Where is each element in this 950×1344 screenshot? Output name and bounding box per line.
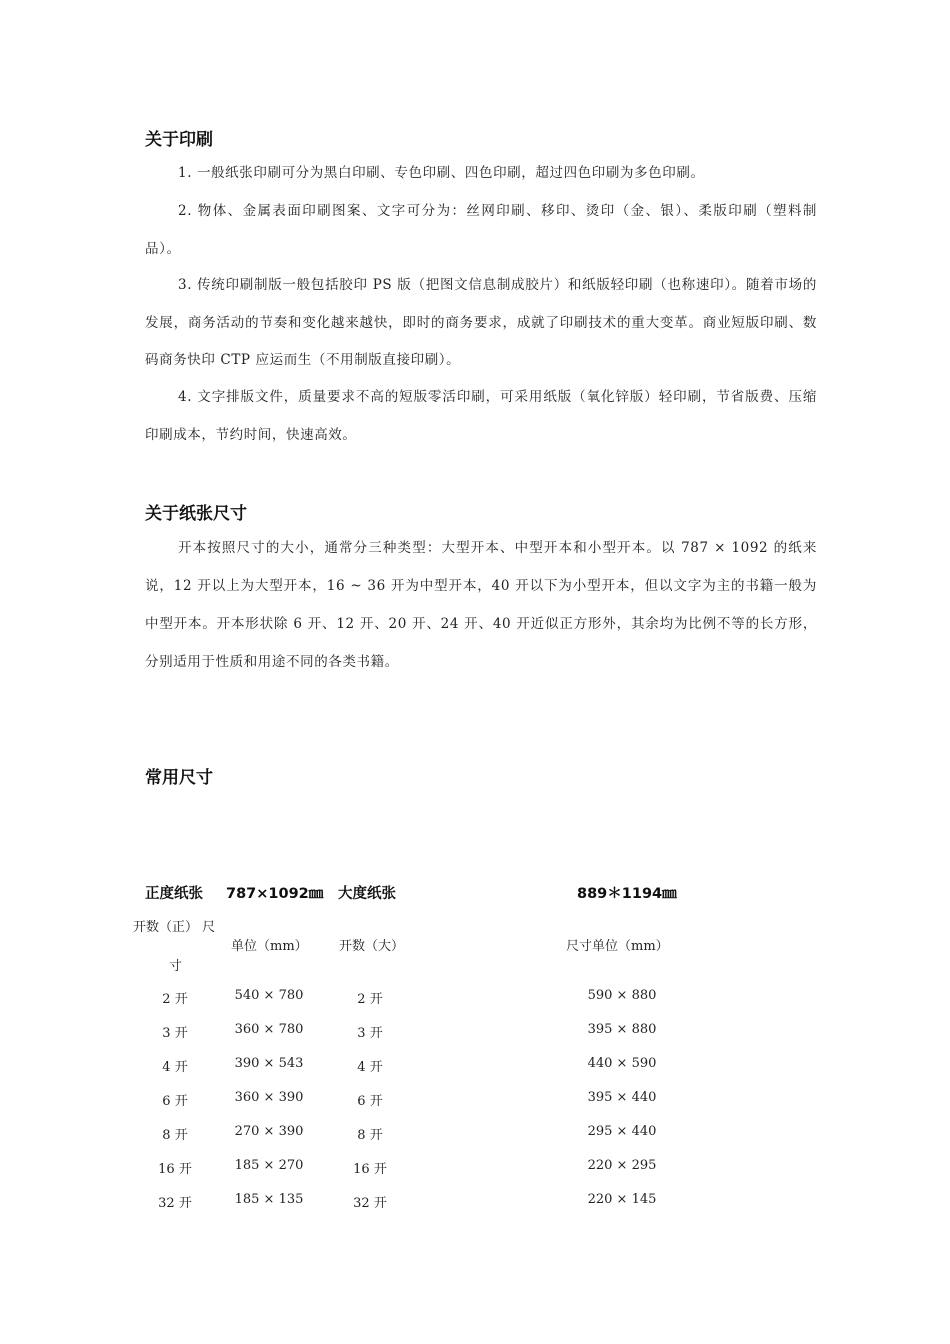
zheng-count-cell: 2 开 [162,992,188,1007]
da-size-cell: 395 × 880 [587,1022,657,1037]
section-title-printing: 关于印刷 [145,130,213,150]
printing-item-3: 3. 传统印刷制版一般包括胶印 PS 版（把图文信息制成胶片）和纸版轻印刷（也称速印）。随着市场的发展，商务活动的节奏和变化越来越快，即时的商务要求，成就了印刷技术的重大变革。商业短版印刷、数码商务快印 CTP 应运而生（不用制版直接印刷）。 [145,277,817,368]
zheng-size-cell: 270 × 390 [234,1124,304,1139]
da-count-cell: 32 开 [353,1196,387,1211]
da-size-cell: 590 × 880 [587,988,657,1003]
da-count-cell: 3 开 [357,1026,383,1041]
da-count-cell: 4 开 [357,1060,383,1075]
da-size-cell: 295 × 440 [587,1124,657,1139]
da-paper-label: 大度纸张 [338,886,396,902]
col-da-unit: 尺寸单位（mm） [566,939,669,954]
zheng-size-cell: 185 × 270 [234,1158,304,1173]
zheng-count-cell: 3 开 [162,1026,188,1041]
zheng-paper-size: 787×1092㎜ [226,886,324,902]
col-zheng-count-line1: 开数（正） 尺 [133,920,216,935]
zheng-size-cell: 540 × 780 [234,988,304,1003]
paper-size-paragraph: 开本按照尺寸的大小，通常分三种类型：大型开本、中型开本和小型开本。以 787 × 1092 的纸来说，12 开以上为大型开本，16 ~ 36 开为中型开本，40 开以下为小型开本，但以文字为主的书籍一般为中型开本。开本形状除 6 开、12 开、20 开、24 开、40 开近似正方形外，其余均为比例不等的长方形，分别适用于性质和用途不同的各类书籍。 [145,540,817,670]
col-da-count: 开数（大） [339,939,405,954]
printing-item-1: 1. 一般纸张印刷可分为黑白印刷、专色印刷、四色印刷，超过四色印刷为多色印刷。 [178,165,705,181]
da-count-cell: 2 开 [357,992,383,1007]
da-size-cell: 220 × 295 [587,1158,657,1173]
section-title-common-sizes: 常用尺寸 [145,768,213,788]
zheng-count-cell: 8 开 [162,1128,188,1143]
col-zheng-count-line2: 寸 [169,959,183,974]
zheng-size-cell: 360 × 390 [234,1090,304,1105]
da-size-cell: 395 × 440 [587,1090,657,1105]
zheng-count-cell: 6 开 [162,1094,188,1109]
printing-item-4: 4. 文字排版文件，质量要求不高的短版零活印刷，可采用纸版（氧化锌版）轻印刷，节省版费、压缩印刷成本，节约时间，快速高效。 [145,389,817,443]
da-size-cell: 440 × 590 [587,1056,657,1071]
section-title-paper-size: 关于纸张尺寸 [145,504,247,524]
col-zheng-unit: 单位（mm） [231,939,308,954]
zheng-count-cell: 32 开 [158,1196,192,1211]
zheng-size-cell: 185 × 135 [234,1192,304,1207]
da-paper-size: 889＊1194㎜ [577,886,677,902]
zheng-size-cell: 390 × 543 [234,1056,304,1071]
zheng-paper-label: 正度纸张 [145,886,203,902]
da-count-cell: 6 开 [357,1094,383,1109]
da-count-cell: 16 开 [353,1162,387,1177]
da-size-cell: 220 × 145 [587,1192,657,1207]
da-count-cell: 8 开 [357,1128,383,1143]
zheng-count-cell: 4 开 [162,1060,188,1075]
zheng-size-cell: 360 × 780 [234,1022,304,1037]
printing-item-2: 2. 物体、金属表面印刷图案、文字可分为：丝网印刷、移印、烫印（金、银）、柔版印刷（塑料制品）。 [145,203,817,257]
zheng-count-cell: 16 开 [158,1162,192,1177]
